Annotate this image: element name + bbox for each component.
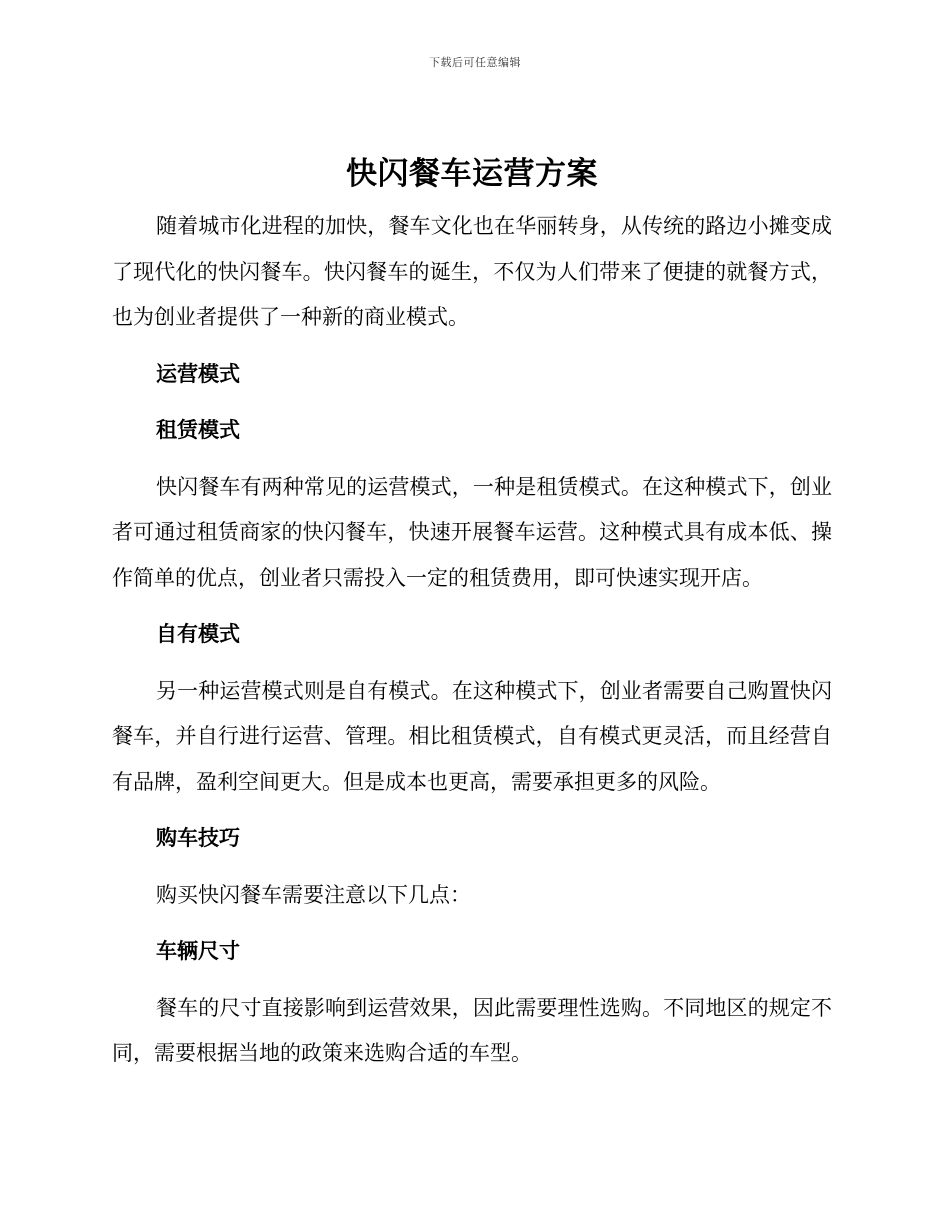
paragraph-lease-mode: 快闪餐车有两种常见的运营模式，一种是租赁模式。在这种模式下，创业者可通过租赁商家的快闪餐车，快速开展餐车运营。这种模式具有成本低、操作简单的优点，创业者只需投入一定的租赁费用，即可快速实现开店。 [112,474,832,590]
section-heading-own-mode: 自有模式 [156,622,240,646]
paragraph-intro: 随着城市化进程的加快，餐车文化也在华丽转身，从传统的路边小摊变成了现代化的快闪餐车。快闪餐车的诞生，不仅为人们带来了便捷的就餐方式，也为创业者提供了一种新的商业模式。 [112,214,832,329]
section-heading-purchase-tips: 购车技巧 [156,826,240,850]
paragraph-vehicle-size: 餐车的尺寸直接影响到运营效果，因此需要理性选购。不同地区的规定不同，需要根据当地的政策来选购合适的车型。 [112,995,832,1065]
document-title: 快闪餐车运营方案 [346,156,598,192]
document-body [112,148,832,1088]
page-header-note: 下载后可任意编辑 [429,56,521,69]
section-heading-operation-mode: 运营模式 [156,361,240,386]
section-heading-vehicle-size: 车辆尺寸 [156,939,240,963]
section-heading-lease-mode: 租赁模式 [156,418,240,442]
paragraph-own-mode: 另一种运营模式则是自有模式。在这种模式下，创业者需要自己购置快闪餐车，并自行进行运营、管理。相比租赁模式，自有模式更灵活，而且经营自有品牌，盈利空间更大。但是成本也更高，需要承担更多的风险。 [112,678,832,794]
paragraph-purchase-tips: 购买快闪餐车需要注意以下几点： [156,882,471,907]
